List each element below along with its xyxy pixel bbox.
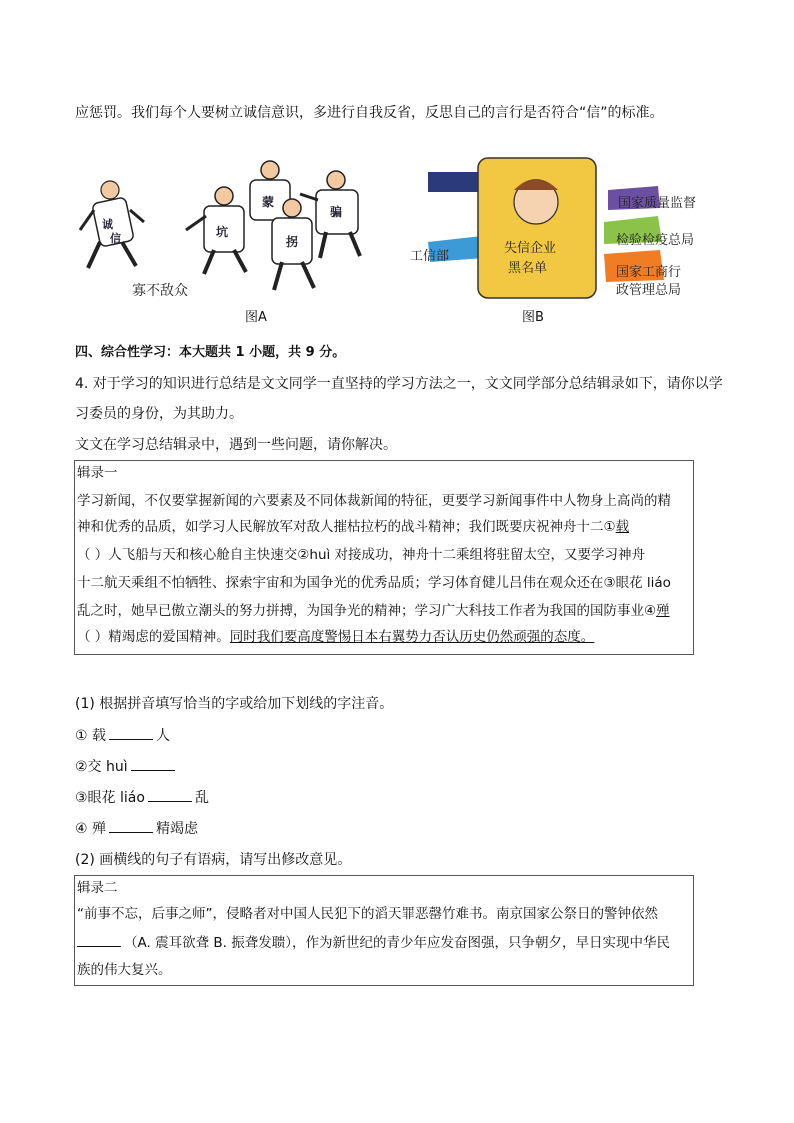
answer-4-blank[interactable]	[109, 818, 153, 833]
excerpt-box-2	[74, 875, 694, 986]
box2-line-1: “前事不忘，后事之师”，侵略者对中国人民犯下的滔天罪恶罄竹难书。南京国家公祭日的警钟依然	[77, 906, 658, 922]
box2-title: 辑录二	[77, 880, 118, 896]
box2-blank[interactable]	[77, 932, 121, 947]
crowd-figures-icon	[186, 161, 360, 290]
box1-line-6: （ ）精竭虑的爱国精神。同时我们要高度警惕日本右翼势力否认历史仍然顽强的态度。	[77, 629, 595, 645]
answer-4: ④ 殚 精竭虑	[75, 818, 198, 839]
sub1-question: (1) 根据拼音填写恰当的字或给加下划线的字注音。	[75, 696, 394, 712]
answer-1-blank[interactable]	[109, 725, 153, 740]
label-right-4: 政管理总局	[616, 283, 682, 298]
answer-3: ③眼花 liáo 乱	[75, 787, 209, 808]
board-line-1: 失信企业	[504, 241, 557, 256]
box1-line-5: 乱之时，她早已傲立潮头的努力拼搏，为国争光的精神；学习广大科技工作者为我国的国防事业④殚	[77, 603, 670, 619]
sign-pian: 骗	[330, 205, 343, 219]
q4-line-3: 文文在学习总结辑录中，遇到一些问题，请你解决。	[75, 437, 397, 453]
intro-line: 应惩罚。我们每个人要树立诚信意识，多进行自我反省，反思自己的言行是否符合“信”的标准。	[75, 105, 664, 121]
figure-a-caption: 图A	[245, 310, 267, 325]
box2-line-2: （A. 震耳欲聋 B. 振聋发聩），作为新世纪的青少年应发奋图强，只争朝夕，早日实现中华民	[77, 932, 670, 953]
excerpt-box-1	[74, 460, 694, 655]
figure-b-caption: 图B	[522, 310, 544, 325]
sign-guai: 拐	[286, 235, 299, 249]
sign-xin: 信	[110, 232, 121, 245]
sign-keng: 坑	[216, 225, 229, 239]
box1-line-4: 十二航天乘组不怕牺牲、探索宇宙和为国争光的优秀品质；学习体育健儿吕伟在观众还在③眼花 liáo	[77, 575, 671, 591]
box1-line-1: 学习新闻，不仅要掌握新闻的六要素及不同体裁新闻的特征，更要学习新闻事件中人物身上高尚的精	[77, 493, 671, 509]
sign-cheng: 诚	[102, 218, 113, 231]
box1-line-3: （ ）人飞船与天和核心舱自主快速交②huì 对接成功，神舟十二乘组将驻留太空，又要学习神舟	[77, 547, 646, 563]
answer-3-blank[interactable]	[148, 787, 192, 802]
box2-line-3: 族的伟大复兴。	[77, 962, 172, 978]
q4-line-2: 习委员的身份，为其助力。	[75, 406, 243, 422]
box1-title: 辑录一	[77, 465, 118, 481]
box1-line-2: 神和优秀的品质，如学习人民解放军对敌人摧枯拉朽的战斗精神；我们既要庆祝神舟十二①载	[77, 519, 630, 535]
sub2-question: (2) 画横线的句子有语病，请写出修改意见。	[75, 852, 352, 868]
label-gongxinbu: 工信部	[410, 249, 450, 264]
blacklist-board-icon	[478, 158, 596, 298]
figure-b-illustration	[408, 150, 720, 300]
figure-a-illustration	[74, 150, 374, 300]
section-heading: 四、综合性学习：本大题共 1 小题，共 9 分。	[75, 345, 346, 360]
label-right-1: 国家质量监督	[618, 196, 697, 211]
label-right-2: 检验检疫总局	[616, 233, 695, 248]
board-line-2: 黑名单	[508, 261, 548, 276]
answer-2-blank[interactable]	[131, 756, 175, 771]
label-right-3: 国家工商行	[616, 265, 682, 280]
underlined-sentence: 同时我们要高度警惕日本右翼势力否认历史仍然顽强的态度。	[229, 629, 595, 645]
figure-a-label: 寡不敌众	[132, 283, 188, 299]
answer-2: ②交 huì	[75, 756, 178, 777]
answer-1: ① 载 人	[75, 725, 170, 746]
sign-meng: 蒙	[262, 195, 275, 209]
q4-line-1: 4. 对于学习的知识进行总结是文文同学一直坚持的学习方法之一，文文同学部分总结辑录如下，请你以学	[75, 376, 723, 392]
